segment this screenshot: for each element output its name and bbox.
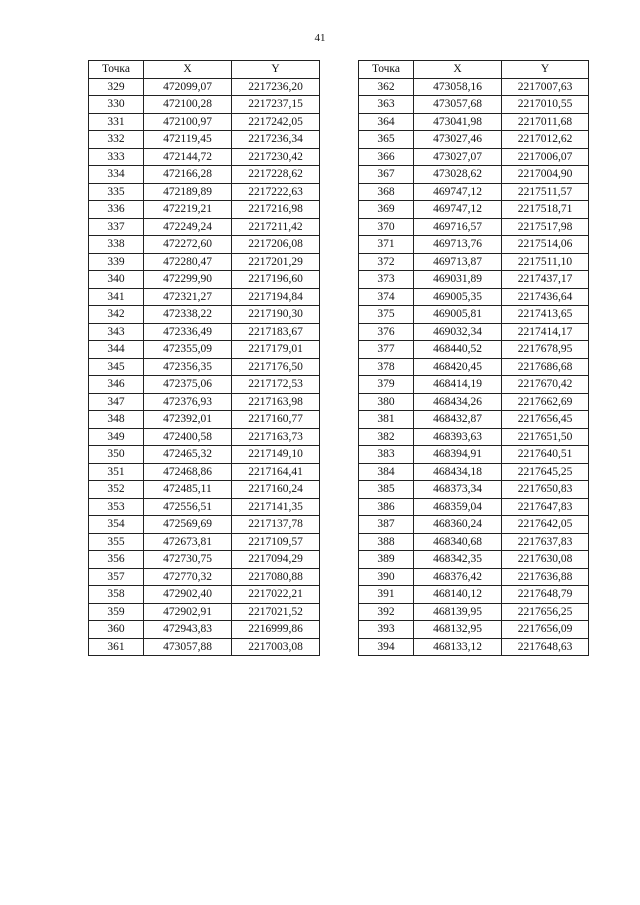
cell-x: 468360,24 [414,516,502,534]
cell-y: 2217678,95 [502,341,589,359]
cell-point: 333 [89,148,144,166]
cell-y: 2217670,42 [502,376,589,394]
cell-point: 342 [89,306,144,324]
cell-y: 2217164,41 [232,463,320,481]
cell-point: 336 [89,201,144,219]
cell-y: 2217236,20 [232,78,320,96]
cell-y: 2217137,78 [232,516,320,534]
table-row [89,358,320,376]
header-point: Точка [359,61,414,79]
cell-point: 357 [89,568,144,586]
cell-x: 472219,21 [144,201,232,219]
table-row [89,586,320,604]
table-header-row [359,61,589,79]
table-row [359,218,589,236]
cell-x: 468139,95 [414,603,502,621]
cell-y: 2217642,05 [502,516,589,534]
header-y: Y [502,61,589,79]
cell-y: 2217637,83 [502,533,589,551]
cell-x: 472189,89 [144,183,232,201]
cell-point: 384 [359,463,414,481]
cell-point: 350 [89,446,144,464]
cell-point: 359 [89,603,144,621]
header-y: Y [232,61,320,79]
cell-point: 334 [89,166,144,184]
table-row [359,446,589,464]
cell-y: 2217437,17 [502,271,589,289]
cell-point: 391 [359,586,414,604]
cell-point: 380 [359,393,414,411]
table-row [89,131,320,149]
cell-point: 354 [89,516,144,534]
cell-x: 468394,91 [414,446,502,464]
cell-point: 366 [359,148,414,166]
table-row [359,113,589,131]
cell-point: 367 [359,166,414,184]
cell-x: 468359,04 [414,498,502,516]
cell-point: 331 [89,113,144,131]
cell-x: 468340,68 [414,533,502,551]
table-row [89,446,320,464]
cell-point: 332 [89,131,144,149]
cell-x: 472465,32 [144,446,232,464]
table-row [359,603,589,621]
table-row [359,428,589,446]
cell-x: 469716,57 [414,218,502,236]
cell-y: 2217413,65 [502,306,589,324]
table-row [89,236,320,254]
cell-y: 2217651,50 [502,428,589,446]
table-row [359,586,589,604]
cell-point: 394 [359,638,414,656]
cell-y: 2217656,45 [502,411,589,429]
coordinates-table-left [88,60,320,656]
cell-x: 472336,49 [144,323,232,341]
cell-x: 472468,86 [144,463,232,481]
cell-point: 377 [359,341,414,359]
cell-y: 2217022,21 [232,586,320,604]
cell-x: 472673,81 [144,533,232,551]
table-row [359,568,589,586]
table-row [89,218,320,236]
cell-y: 2217149,10 [232,446,320,464]
cell-point: 363 [359,96,414,114]
cell-x: 472321,27 [144,288,232,306]
table-row [89,148,320,166]
cell-x: 469005,35 [414,288,502,306]
table-row [359,271,589,289]
cell-y: 2217010,55 [502,96,589,114]
cell-x: 472400,58 [144,428,232,446]
cell-point: 378 [359,358,414,376]
cell-y: 2217511,10 [502,253,589,271]
table-row [89,516,320,534]
cell-point: 360 [89,621,144,639]
header-x: X [144,61,232,79]
table-row [89,603,320,621]
cell-point: 386 [359,498,414,516]
table-row [359,621,589,639]
table-row [359,341,589,359]
table-row [359,463,589,481]
cell-x: 472249,24 [144,218,232,236]
table-row [359,358,589,376]
header-point: Точка [89,61,144,79]
table-row [359,306,589,324]
cell-x: 468420,45 [414,358,502,376]
cell-x: 472569,69 [144,516,232,534]
table-row [359,96,589,114]
table-row [359,481,589,499]
table-row [359,166,589,184]
cell-y: 2217160,77 [232,411,320,429]
cell-y: 2217662,69 [502,393,589,411]
cell-x: 472272,60 [144,236,232,254]
cell-y: 2217160,24 [232,481,320,499]
page-number: 41 [314,32,326,44]
cell-point: 376 [359,323,414,341]
cell-x: 473027,46 [414,131,502,149]
cell-y: 2217230,42 [232,148,320,166]
cell-y: 2217080,88 [232,568,320,586]
table-row [359,148,589,166]
cell-x: 469713,76 [414,236,502,254]
cell-x: 473057,88 [144,638,232,656]
cell-x: 472355,09 [144,341,232,359]
table-row [359,376,589,394]
cell-point: 383 [359,446,414,464]
cell-x: 473058,16 [414,78,502,96]
table-row [89,376,320,394]
table-row [89,78,320,96]
cell-y: 2217004,90 [502,166,589,184]
cell-x: 468414,19 [414,376,502,394]
table-row [89,323,320,341]
cell-point: 338 [89,236,144,254]
cell-point: 370 [359,218,414,236]
cell-y: 2217647,83 [502,498,589,516]
cell-x: 472485,11 [144,481,232,499]
cell-x: 468132,95 [414,621,502,639]
cell-point: 375 [359,306,414,324]
cell-y: 2217650,83 [502,481,589,499]
table-row [89,411,320,429]
cell-point: 347 [89,393,144,411]
cell-y: 2217216,98 [232,201,320,219]
cell-point: 329 [89,78,144,96]
table-row [359,516,589,534]
cell-point: 393 [359,621,414,639]
cell-y: 2217163,73 [232,428,320,446]
cell-x: 473028,62 [414,166,502,184]
cell-point: 330 [89,96,144,114]
cell-x: 473027,07 [414,148,502,166]
cell-y: 2217228,62 [232,166,320,184]
cell-y: 2217007,63 [502,78,589,96]
cell-x: 469713,87 [414,253,502,271]
cell-y: 2217021,52 [232,603,320,621]
cell-x: 472100,28 [144,96,232,114]
cell-y: 2217656,09 [502,621,589,639]
table-row [359,411,589,429]
table-row [89,96,320,114]
cell-x: 468342,35 [414,551,502,569]
cell-x: 468140,12 [414,586,502,604]
cell-x: 472299,90 [144,271,232,289]
table-row [359,201,589,219]
table-row [89,481,320,499]
cell-point: 348 [89,411,144,429]
cell-x: 472730,75 [144,551,232,569]
cell-x: 472770,32 [144,568,232,586]
cell-point: 352 [89,481,144,499]
cell-y: 2217172,53 [232,376,320,394]
cell-point: 337 [89,218,144,236]
cell-y: 2217141,35 [232,498,320,516]
cell-y: 2217206,08 [232,236,320,254]
cell-point: 374 [359,288,414,306]
cell-point: 381 [359,411,414,429]
table-row [89,551,320,569]
table-row [359,253,589,271]
cell-x: 468373,34 [414,481,502,499]
cell-y: 2217094,29 [232,551,320,569]
cell-point: 362 [359,78,414,96]
cell-y: 2217179,01 [232,341,320,359]
cell-y: 2217183,67 [232,323,320,341]
table-row [359,236,589,254]
cell-x: 469031,89 [414,271,502,289]
cell-point: 365 [359,131,414,149]
cell-point: 390 [359,568,414,586]
cell-point: 340 [89,271,144,289]
cell-x: 472392,01 [144,411,232,429]
table-row [359,638,589,656]
table-row [89,621,320,639]
table-row [89,638,320,656]
cell-point: 344 [89,341,144,359]
cell-point: 392 [359,603,414,621]
cell-x: 472943,83 [144,621,232,639]
cell-point: 372 [359,253,414,271]
cell-x: 472280,47 [144,253,232,271]
cell-point: 351 [89,463,144,481]
table-row [359,551,589,569]
cell-point: 349 [89,428,144,446]
cell-point: 369 [359,201,414,219]
table-row [89,253,320,271]
cell-y: 2217190,30 [232,306,320,324]
cell-y: 2217656,25 [502,603,589,621]
cell-point: 364 [359,113,414,131]
cell-x: 472376,93 [144,393,232,411]
cell-y: 2217514,06 [502,236,589,254]
cell-y: 2217201,29 [232,253,320,271]
table-header-row [89,61,320,79]
cell-y: 2217006,07 [502,148,589,166]
table-row [89,288,320,306]
cell-y: 2217640,51 [502,446,589,464]
cell-point: 345 [89,358,144,376]
cell-point: 341 [89,288,144,306]
cell-point: 356 [89,551,144,569]
cell-y: 2217518,71 [502,201,589,219]
cell-x: 469032,34 [414,323,502,341]
cell-y: 2217196,60 [232,271,320,289]
table-row [359,323,589,341]
cell-y: 2217648,63 [502,638,589,656]
cell-point: 346 [89,376,144,394]
table-row [89,498,320,516]
cell-x: 469005,81 [414,306,502,324]
cell-x: 472099,07 [144,78,232,96]
cell-y: 2217194,84 [232,288,320,306]
table-row [359,393,589,411]
cell-y: 2217003,08 [232,638,320,656]
cell-x: 468432,87 [414,411,502,429]
cell-x: 472338,22 [144,306,232,324]
cell-y: 2217236,34 [232,131,320,149]
table-row [359,498,589,516]
cell-point: 373 [359,271,414,289]
cell-y: 2217237,15 [232,96,320,114]
cell-x: 472166,28 [144,166,232,184]
cell-point: 353 [89,498,144,516]
cell-x: 472100,97 [144,113,232,131]
cell-y: 2217163,98 [232,393,320,411]
table-row [89,533,320,551]
cell-point: 389 [359,551,414,569]
cell-x: 472144,72 [144,148,232,166]
header-x: X [414,61,502,79]
cell-y: 2217414,17 [502,323,589,341]
cell-point: 387 [359,516,414,534]
cell-y: 2217436,64 [502,288,589,306]
cell-x: 468376,42 [414,568,502,586]
cell-x: 472556,51 [144,498,232,516]
table-row [359,533,589,551]
cell-y: 2216999,86 [232,621,320,639]
cell-point: 371 [359,236,414,254]
cell-y: 2217242,05 [232,113,320,131]
cell-x: 472902,40 [144,586,232,604]
cell-y: 2217630,08 [502,551,589,569]
table-row [89,393,320,411]
coordinates-table-right [358,60,589,656]
cell-y: 2217645,25 [502,463,589,481]
cell-y: 2217012,62 [502,131,589,149]
cell-point: 382 [359,428,414,446]
cell-x: 468434,26 [414,393,502,411]
cell-point: 368 [359,183,414,201]
cell-x: 472356,35 [144,358,232,376]
cell-y: 2217211,42 [232,218,320,236]
cell-y: 2217511,57 [502,183,589,201]
table-row [89,428,320,446]
cell-point: 335 [89,183,144,201]
cell-y: 2217109,57 [232,533,320,551]
table-row [89,201,320,219]
table-row [89,341,320,359]
cell-point: 343 [89,323,144,341]
table-row [89,271,320,289]
table-row [359,288,589,306]
cell-point: 385 [359,481,414,499]
table-row [89,463,320,481]
cell-x: 473057,68 [414,96,502,114]
table-row [89,166,320,184]
cell-x: 473041,98 [414,113,502,131]
cell-x: 472375,06 [144,376,232,394]
table-row [89,306,320,324]
cell-y: 2217222,63 [232,183,320,201]
cell-x: 472119,45 [144,131,232,149]
table-row [89,183,320,201]
table-row [89,568,320,586]
cell-y: 2217011,68 [502,113,589,131]
cell-x: 468434,18 [414,463,502,481]
cell-y: 2217686,68 [502,358,589,376]
cell-x: 472902,91 [144,603,232,621]
table-row [359,183,589,201]
cell-y: 2217636,88 [502,568,589,586]
cell-x: 469747,12 [414,201,502,219]
table-row [359,78,589,96]
cell-point: 379 [359,376,414,394]
cell-x: 468133,12 [414,638,502,656]
cell-x: 468440,52 [414,341,502,359]
cell-y: 2217648,79 [502,586,589,604]
cell-point: 358 [89,586,144,604]
cell-point: 388 [359,533,414,551]
cell-y: 2217176,50 [232,358,320,376]
cell-point: 339 [89,253,144,271]
table-row [359,131,589,149]
table-row [89,113,320,131]
cell-x: 469747,12 [414,183,502,201]
cell-point: 361 [89,638,144,656]
cell-x: 468393,63 [414,428,502,446]
cell-y: 2217517,98 [502,218,589,236]
cell-point: 355 [89,533,144,551]
